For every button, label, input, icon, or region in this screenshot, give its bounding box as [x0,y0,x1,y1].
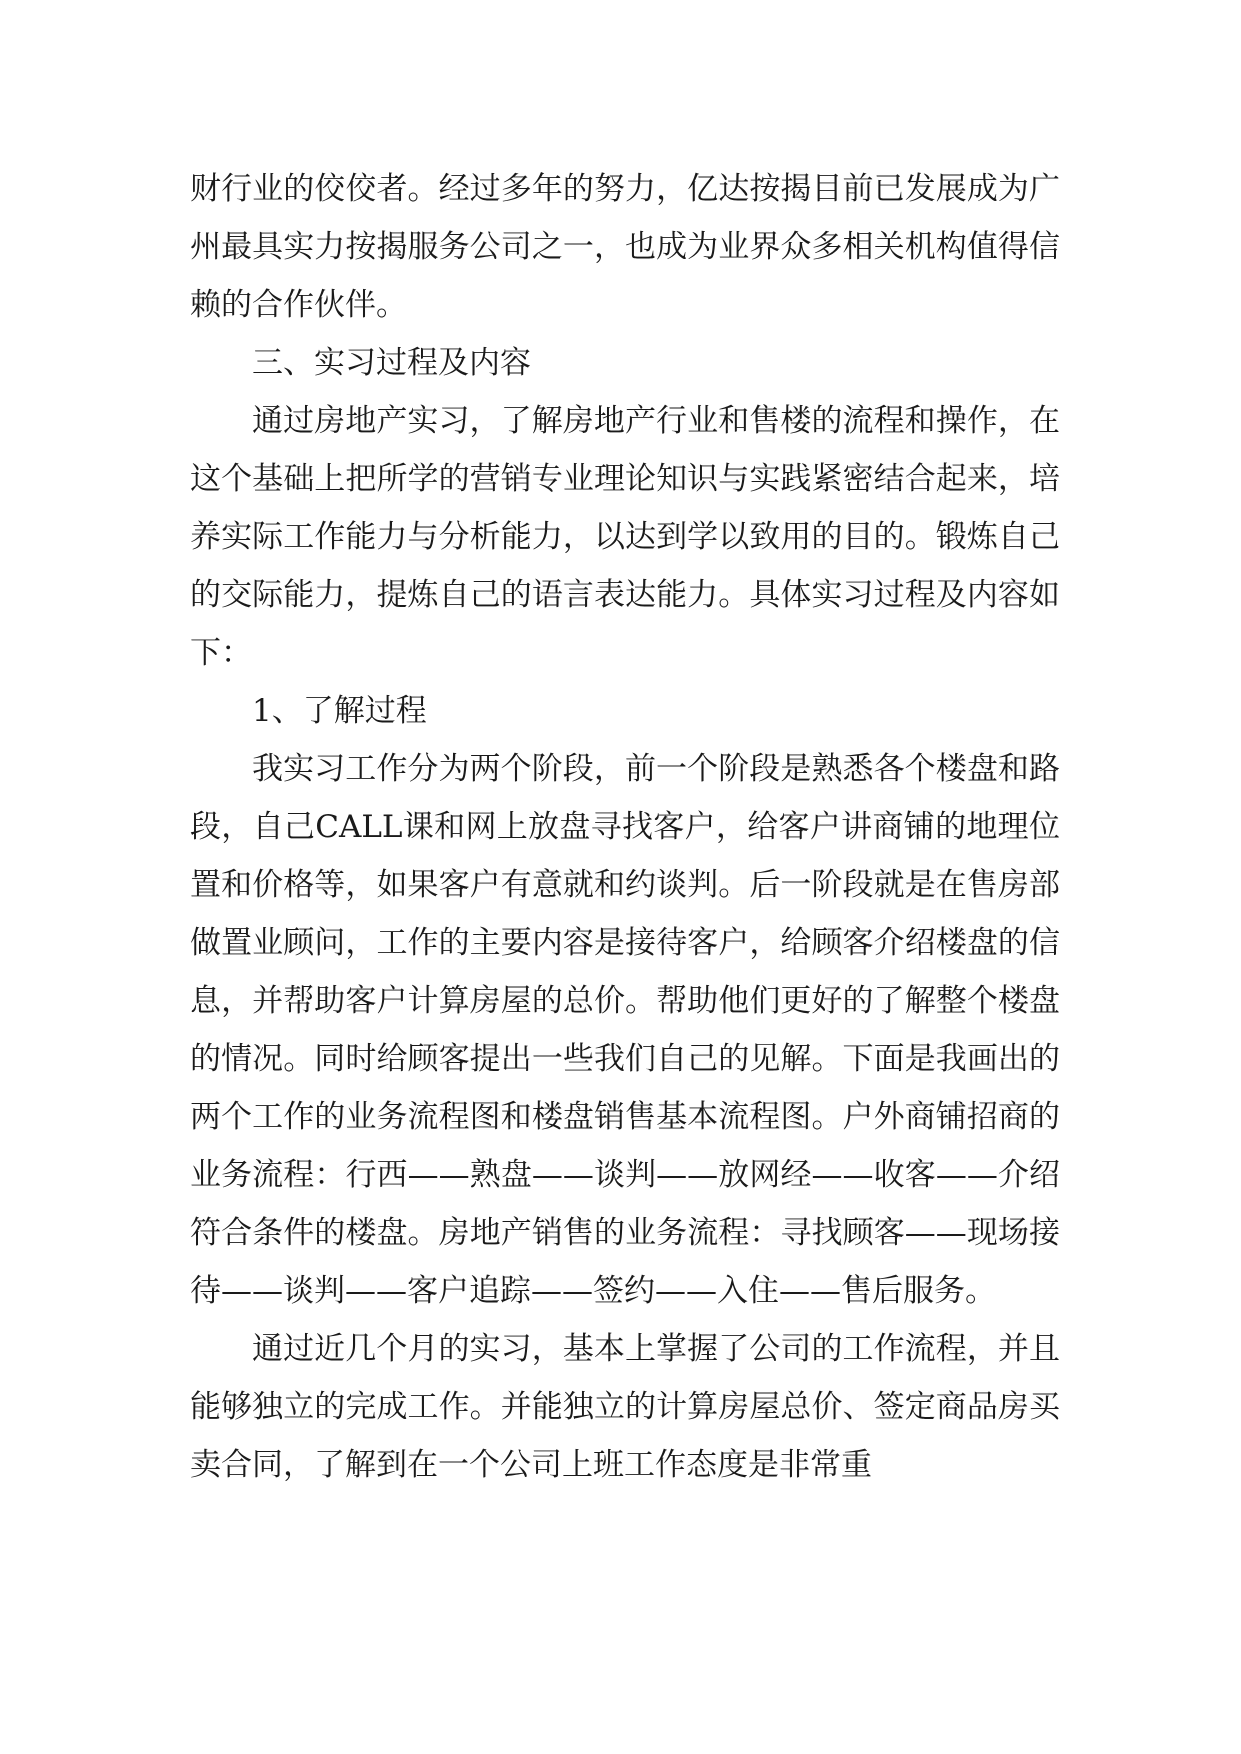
subsection-heading-understanding-process: 1、了解过程 [252,693,427,729]
document-body [190,160,1060,1494]
section-heading-internship-process: 三、实习过程及内容 [252,345,531,381]
paragraph-work-stages: 我实习工作分为两个阶段，前一个阶段是熟悉各个楼盘和路段，自己CALL课和网上放盘寻找客户，给客户讲商铺的地理位置和价格等，如果客户有意就和约谈判。后一阶段就是在售房部做置业顾问，工作的主要内容是接待客户，给顾客介绍楼盘的信息，并帮助客户计算房屋的总价。帮助他们更好的了解整个楼盘的情况。同时给顾客提出一些我们自己的见解。下面是我画出的两个工作的业务流程图和楼盘销售基本流程图。户外商铺招商的业务流程：行西——熟盘——谈判——放网经——收客——介绍符合条件的楼盘。房地产销售的业务流程：寻找顾客——现场接待——谈判——客户追踪——签约——入住——售后服务。 [190,751,1060,1309]
paragraph-internship-results: 通过近几个月的实习，基本上掌握了公司的工作流程，并且能够独立的完成工作。并能独立的计算房屋总价、签定商品房买卖合同，了解到在一个公司上班工作态度是非常重 [190,1331,1060,1483]
paragraph-internship-purpose: 通过房地产实习，了解房地产行业和售楼的流程和操作，在这个基础上把所学的营销专业理论知识与实践紧密结合起来，培养实际工作能力与分析能力，以达到学以致用的目的。锻炼自己的交际能力，提炼自己的语言表达能力。具体实习过程及内容如下： [190,403,1060,671]
paragraph-intro-continued: 财行业的佼佼者。经过多年的努力，亿达按揭目前已发展成为广州最具实力按揭服务公司之一，也成为业界众多相关机构值得信赖的合作伙伴。 [190,171,1060,323]
